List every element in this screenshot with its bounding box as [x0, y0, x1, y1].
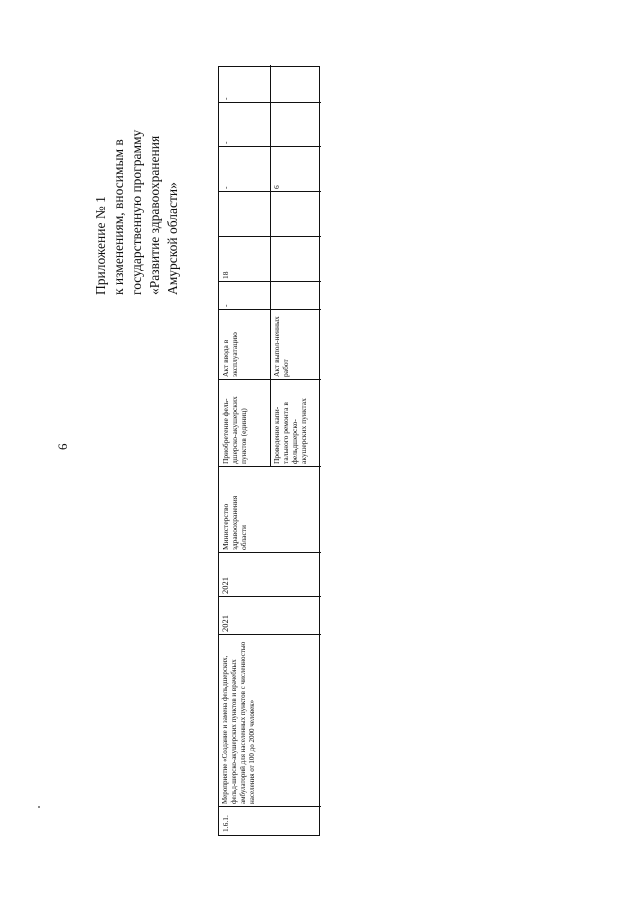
- grid-line: [219, 596, 321, 597]
- grid-line: [219, 806, 321, 807]
- annex-line: Амурской области»: [165, 182, 180, 295]
- cell-year-end: 2021: [220, 577, 230, 594]
- cell-val-r1c3: [219, 192, 270, 237]
- cell-result-1: Приобретение фель-дшерско-акушерских пунктов (единиц): [221, 396, 248, 464]
- cell-number: 1.6.1.: [221, 815, 230, 832]
- grid-line: [270, 65, 271, 467]
- cell-year-start: 2021: [220, 615, 230, 632]
- cell-document-1: Акт ввода в эксплуатацию: [221, 332, 239, 377]
- annex-line: к изменениям, вносимым в: [111, 139, 126, 295]
- cell-val-r2c4: 6: [272, 185, 281, 189]
- program-table: [218, 66, 320, 836]
- cell-event: Мероприятие «Создание и замена фельдшерских, фельд-шерско-акушерских пунктов и врачебных амбулаторий для населенных пунктов с численностью населения от 100 до 2000 человек»: [221, 641, 256, 804]
- annex-line: «Развитие здравоохранения: [147, 135, 162, 295]
- cell-val-r1c5: -: [221, 141, 230, 144]
- page-number: 6: [55, 443, 70, 450]
- annex-line: Приложение № 1: [93, 196, 108, 295]
- cell-val-r1c1: -: [221, 304, 230, 307]
- grid-line: [219, 552, 321, 553]
- cell-val-r1c6: -: [221, 97, 230, 100]
- scan-mark: [38, 806, 40, 808]
- cell-document-2: Акт выпол-ненных работ: [272, 316, 290, 377]
- cell-result-2: Проведение капи-тального ремонта в фельдшерско-акушерских пунктах: [272, 398, 308, 464]
- annex-line: государственную программу: [129, 129, 144, 295]
- cell-val-r1c2: 18: [221, 271, 230, 279]
- cell-val-r1c4: -: [221, 186, 230, 189]
- cell-executor: Министерство здравоохранения области: [221, 495, 248, 550]
- grid-line: [219, 634, 321, 635]
- annex-header: [92, 75, 182, 295]
